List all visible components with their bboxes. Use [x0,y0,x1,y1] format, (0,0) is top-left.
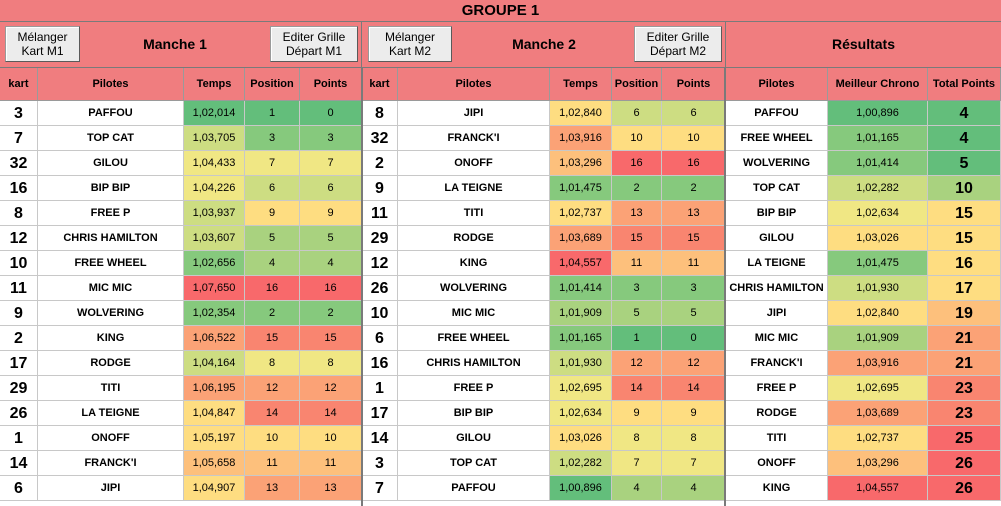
manche1-position-cell[interactable]: 8 [245,351,300,376]
manche1-kart-cell[interactable]: 11 [0,276,38,301]
manche1-temps-cell[interactable]: 1,04,847 [184,401,245,426]
manche1-temps-cell[interactable]: 1,03,607 [184,226,245,251]
manche2-kart-cell[interactable]: 3 [362,451,398,476]
manche2-points-cell[interactable]: 0 [662,326,726,351]
manche2-points-cell[interactable]: 15 [662,226,726,251]
manche1-pilote-cell[interactable]: TITI [38,376,184,401]
section-divider [724,68,726,506]
results-best-cell[interactable]: 1,02,282 [828,176,928,201]
manche2-header-pilote: Pilotes [398,68,550,101]
manche2-kart-cell[interactable]: 9 [362,176,398,201]
results-total-cell[interactable]: 21 [928,326,1001,351]
results-pilote-cell[interactable]: WOLVERING [726,151,828,176]
results-pilote-cell[interactable]: KING [726,476,828,501]
edit-grid-m1-button[interactable]: Editer Grille Départ M1 [270,26,358,62]
results-best-cell[interactable]: 1,03,026 [828,226,928,251]
manche2-points-cell[interactable]: 16 [662,151,726,176]
manche1-kart-cell[interactable]: 16 [0,176,38,201]
manche2-points-cell[interactable]: 9 [662,401,726,426]
manche1-points-cell[interactable]: 4 [300,251,362,276]
results-total-cell[interactable]: 10 [928,176,1001,201]
manche1-pilote-cell[interactable]: MIC MIC [38,276,184,301]
results-total-cell[interactable]: 21 [928,351,1001,376]
manche1-points-cell[interactable]: 11 [300,451,362,476]
manche1-temps-cell[interactable]: 1,05,197 [184,426,245,451]
manche1-pilote-cell[interactable]: FRANCK'I [38,451,184,476]
section-divider [361,68,363,506]
results-total-cell[interactable]: 17 [928,276,1001,301]
manche1-kart-cell[interactable]: 10 [0,251,38,276]
manche1-pilote-cell[interactable]: FREE P [38,201,184,226]
manche1-header-band [0,22,362,68]
results-total-cell[interactable]: 25 [928,426,1001,451]
manche2-position-cell[interactable]: 6 [612,101,662,126]
manche2-kart-cell[interactable]: 29 [362,226,398,251]
results-total-cell[interactable]: 26 [928,476,1001,501]
manche2-header-points: Points [662,68,726,101]
manche1-points-cell[interactable]: 3 [300,126,362,151]
results-header-pilote: Pilotes [726,68,828,101]
manche2-points-cell[interactable]: 12 [662,351,726,376]
manche1-kart-cell[interactable]: 3 [0,101,38,126]
manche1-temps-cell[interactable]: 1,06,522 [184,326,245,351]
results-best-cell[interactable]: 1,02,634 [828,201,928,226]
manche2-temps-cell[interactable]: 1,02,737 [550,201,612,226]
manche2-kart-cell[interactable]: 17 [362,401,398,426]
manche2-pilote-cell[interactable]: MIC MIC [398,301,550,326]
manche2-position-cell[interactable]: 12 [612,351,662,376]
manche2-header-position: Position [612,68,662,101]
manche2-points-cell[interactable]: 11 [662,251,726,276]
manche1-points-cell[interactable]: 5 [300,226,362,251]
manche1-kart-cell[interactable]: 29 [0,376,38,401]
manche2-temps-cell[interactable]: 1,02,695 [550,376,612,401]
manche2-position-cell[interactable]: 10 [612,126,662,151]
manche1-position-cell[interactable]: 12 [245,376,300,401]
results-pilote-cell[interactable]: GILOU [726,226,828,251]
results-best-cell[interactable]: 1,00,896 [828,101,928,126]
manche1-kart-cell[interactable]: 9 [0,301,38,326]
manche2-header-kart: kart [362,68,398,101]
results-total-cell[interactable]: 15 [928,201,1001,226]
manche1-temps-cell[interactable]: 1,02,014 [184,101,245,126]
manche2-position-cell[interactable]: 14 [612,376,662,401]
manche1-pilote-cell[interactable]: ONOFF [38,426,184,451]
manche1-temps-cell[interactable]: 1,06,195 [184,376,245,401]
manche1-title: Manche 1 [143,36,207,52]
manche2-header-temps: Temps [550,68,612,101]
results-header-best: Meilleur Chrono [828,68,928,101]
manche1-position-cell[interactable]: 15 [245,326,300,351]
manche2-pilote-cell[interactable]: LA TEIGNE [398,176,550,201]
manche1-points-cell[interactable]: 15 [300,326,362,351]
manche2-pilote-cell[interactable]: ONOFF [398,151,550,176]
manche1-pilote-cell[interactable]: KING [38,326,184,351]
manche2-kart-cell[interactable]: 32 [362,126,398,151]
manche2-kart-cell[interactable]: 16 [362,351,398,376]
results-best-cell[interactable]: 1,02,737 [828,426,928,451]
manche1-points-cell[interactable]: 7 [300,151,362,176]
manche1-kart-cell[interactable]: 1 [0,426,38,451]
manche2-pilote-cell[interactable]: GILOU [398,426,550,451]
shuffle-kart-m2-button[interactable]: Mélanger Kart M2 [368,26,452,62]
manche2-points-cell[interactable]: 10 [662,126,726,151]
results-pilote-cell[interactable]: TOP CAT [726,176,828,201]
manche2-kart-cell[interactable]: 1 [362,376,398,401]
manche1-temps-cell[interactable]: 1,07,650 [184,276,245,301]
manche1-pilote-cell[interactable]: JIPI [38,476,184,501]
results-best-cell[interactable]: 1,03,689 [828,401,928,426]
manche2-position-cell[interactable]: 15 [612,226,662,251]
manche2-points-cell[interactable]: 8 [662,426,726,451]
manche1-pilote-cell[interactable]: PAFFOU [38,101,184,126]
group-title: GROUPE 1 [0,0,1001,22]
results-total-cell[interactable]: 26 [928,451,1001,476]
manche2-kart-cell[interactable]: 10 [362,301,398,326]
manche1-temps-cell[interactable]: 1,05,658 [184,451,245,476]
manche1-pilote-cell[interactable]: WOLVERING [38,301,184,326]
manche1-position-cell[interactable]: 7 [245,151,300,176]
manche1-pilote-cell[interactable]: TOP CAT [38,126,184,151]
results-best-cell[interactable]: 1,01,930 [828,276,928,301]
manche1-header-kart: kart [0,68,38,101]
manche1-header-position: Position [245,68,300,101]
manche2-pilote-cell[interactable]: FREE P [398,376,550,401]
manche1-kart-cell[interactable]: 17 [0,351,38,376]
results-pilote-cell[interactable]: CHRIS HAMILTON [726,276,828,301]
manche1-points-cell[interactable]: 13 [300,476,362,501]
manche2-temps-cell[interactable]: 1,03,689 [550,226,612,251]
manche1-points-cell[interactable]: 2 [300,301,362,326]
manche2-pilote-cell[interactable]: RODGE [398,226,550,251]
manche1-pilote-cell[interactable]: BIP BIP [38,176,184,201]
manche2-kart-cell[interactable]: 12 [362,251,398,276]
manche1-pilote-cell[interactable]: CHRIS HAMILTON [38,226,184,251]
manche2-temps-cell[interactable]: 1,01,909 [550,301,612,326]
manche1-position-cell[interactable]: 4 [245,251,300,276]
manche1-position-cell[interactable]: 13 [245,476,300,501]
manche1-points-cell[interactable]: 9 [300,201,362,226]
results-pilote-cell[interactable]: BIP BIP [726,201,828,226]
manche2-pilote-cell[interactable]: TITI [398,201,550,226]
manche2-kart-cell[interactable]: 6 [362,326,398,351]
results-pilote-cell[interactable]: FREE WHEEL [726,126,828,151]
manche2-pilote-cell[interactable]: JIPI [398,101,550,126]
manche2-temps-cell[interactable]: 1,01,414 [550,276,612,301]
manche2-temps-cell[interactable]: 1,04,557 [550,251,612,276]
results-best-cell[interactable]: 1,01,475 [828,251,928,276]
manche1-temps-cell[interactable]: 1,04,164 [184,351,245,376]
manche1-kart-cell[interactable]: 12 [0,226,38,251]
results-best-cell[interactable]: 1,01,414 [828,151,928,176]
results-best-cell[interactable]: 1,01,165 [828,126,928,151]
manche2-temps-cell[interactable]: 1,01,930 [550,351,612,376]
manche2-position-cell[interactable]: 2 [612,176,662,201]
manche1-points-cell[interactable]: 6 [300,176,362,201]
manche2-temps-cell[interactable]: 1,02,282 [550,451,612,476]
results-best-cell[interactable]: 1,04,557 [828,476,928,501]
manche1-temps-cell[interactable]: 1,03,937 [184,201,245,226]
results-pilote-cell[interactable]: LA TEIGNE [726,251,828,276]
manche2-points-cell[interactable]: 4 [662,476,726,501]
manche1-kart-cell[interactable]: 14 [0,451,38,476]
manche2-temps-cell[interactable]: 1,03,296 [550,151,612,176]
manche2-temps-cell[interactable]: 1,02,840 [550,101,612,126]
manche1-points-cell[interactable]: 8 [300,351,362,376]
manche2-pilote-cell[interactable]: BIP BIP [398,401,550,426]
results-title: Résultats [831,36,896,52]
manche1-temps-cell[interactable]: 1,04,907 [184,476,245,501]
manche1-points-cell[interactable]: 10 [300,426,362,451]
manche1-pilote-cell[interactable]: RODGE [38,351,184,376]
results-pilote-cell[interactable]: PAFFOU [726,101,828,126]
manche1-kart-cell[interactable]: 7 [0,126,38,151]
results-pilote-cell[interactable]: FRANCK'I [726,351,828,376]
manche1-pilote-cell[interactable]: FREE WHEEL [38,251,184,276]
manche1-kart-cell[interactable]: 26 [0,401,38,426]
manche1-header-points: Points [300,68,362,101]
manche2-kart-cell[interactable]: 26 [362,276,398,301]
manche1-points-cell[interactable]: 0 [300,101,362,126]
manche1-points-cell[interactable]: 12 [300,376,362,401]
results-total-cell[interactable]: 5 [928,151,1001,176]
manche2-temps-cell[interactable]: 1,01,475 [550,176,612,201]
manche2-temps-cell[interactable]: 1,01,165 [550,326,612,351]
results-best-cell[interactable]: 1,01,909 [828,326,928,351]
manche2-position-cell[interactable]: 8 [612,426,662,451]
results-header-total: Total Points [928,68,1001,101]
results-total-cell[interactable]: 16 [928,251,1001,276]
manche1-pilote-cell[interactable]: LA TEIGNE [38,401,184,426]
manche2-kart-cell[interactable]: 7 [362,476,398,501]
manche2-pilote-cell[interactable]: WOLVERING [398,276,550,301]
manche2-points-cell[interactable]: 5 [662,301,726,326]
manche2-points-cell[interactable]: 14 [662,376,726,401]
manche2-position-cell[interactable]: 7 [612,451,662,476]
manche2-position-cell[interactable]: 5 [612,301,662,326]
results-total-cell[interactable]: 4 [928,101,1001,126]
manche1-header-pilote: Pilotes [38,68,184,101]
results-total-cell[interactable]: 23 [928,401,1001,426]
manche1-position-cell[interactable]: 9 [245,201,300,226]
manche1-pilote-cell[interactable]: GILOU [38,151,184,176]
manche1-position-cell[interactable]: 1 [245,101,300,126]
manche2-header-band [362,22,726,68]
manche2-pilote-cell[interactable]: TOP CAT [398,451,550,476]
manche1-kart-cell[interactable]: 2 [0,326,38,351]
manche2-temps-cell[interactable]: 1,00,896 [550,476,612,501]
manche2-points-cell[interactable]: 6 [662,101,726,126]
manche1-kart-cell[interactable]: 32 [0,151,38,176]
results-pilote-cell[interactable]: MIC MIC [726,326,828,351]
manche1-header-temps: Temps [184,68,245,101]
manche2-temps-cell[interactable]: 1,02,634 [550,401,612,426]
results-best-cell[interactable]: 1,02,695 [828,376,928,401]
manche2-points-cell[interactable]: 3 [662,276,726,301]
manche2-temps-cell[interactable]: 1,03,916 [550,126,612,151]
results-pilote-cell[interactable]: TITI [726,426,828,451]
manche1-position-cell[interactable]: 10 [245,426,300,451]
manche1-position-cell[interactable]: 11 [245,451,300,476]
manche2-position-cell[interactable]: 16 [612,151,662,176]
manche1-position-cell[interactable]: 16 [245,276,300,301]
manche2-points-cell[interactable]: 2 [662,176,726,201]
manche1-temps-cell[interactable]: 1,03,705 [184,126,245,151]
manche1-temps-cell[interactable]: 1,04,433 [184,151,245,176]
manche2-title: Manche 2 [512,36,576,52]
results-total-cell[interactable]: 4 [928,126,1001,151]
results-header-band [726,22,1001,68]
manche1-points-cell[interactable]: 16 [300,276,362,301]
manche2-kart-cell[interactable]: 14 [362,426,398,451]
manche1-kart-cell[interactable]: 6 [0,476,38,501]
manche1-position-cell[interactable]: 2 [245,301,300,326]
shuffle-kart-m1-button[interactable]: Mélanger Kart M1 [5,26,80,62]
results-total-cell[interactable]: 19 [928,301,1001,326]
results-pilote-cell[interactable]: JIPI [726,301,828,326]
manche1-temps-cell[interactable]: 1,02,656 [184,251,245,276]
manche1-temps-cell[interactable]: 1,04,226 [184,176,245,201]
results-pilote-cell[interactable]: RODGE [726,401,828,426]
manche1-kart-cell[interactable]: 8 [0,201,38,226]
manche2-pilote-cell[interactable]: PAFFOU [398,476,550,501]
manche2-pilote-cell[interactable]: FREE WHEEL [398,326,550,351]
manche2-position-cell[interactable]: 1 [612,326,662,351]
manche2-pilote-cell[interactable]: FRANCK'I [398,126,550,151]
results-total-cell[interactable]: 23 [928,376,1001,401]
manche2-position-cell[interactable]: 13 [612,201,662,226]
results-best-cell[interactable]: 1,03,916 [828,351,928,376]
manche2-position-cell[interactable]: 4 [612,476,662,501]
manche2-temps-cell[interactable]: 1,03,026 [550,426,612,451]
results-pilote-cell[interactable]: FREE P [726,376,828,401]
manche1-points-cell[interactable]: 14 [300,401,362,426]
manche2-kart-cell[interactable]: 2 [362,151,398,176]
results-total-cell[interactable]: 15 [928,226,1001,251]
manche1-position-cell[interactable]: 6 [245,176,300,201]
manche2-kart-cell[interactable]: 8 [362,101,398,126]
manche1-position-cell[interactable]: 14 [245,401,300,426]
manche2-position-cell[interactable]: 11 [612,251,662,276]
manche1-temps-cell[interactable]: 1,02,354 [184,301,245,326]
manche2-position-cell[interactable]: 3 [612,276,662,301]
manche2-points-cell[interactable]: 13 [662,201,726,226]
results-best-cell[interactable]: 1,02,840 [828,301,928,326]
manche2-position-cell[interactable]: 9 [612,401,662,426]
manche2-points-cell[interactable]: 7 [662,451,726,476]
results-pilote-cell[interactable]: ONOFF [726,451,828,476]
manche2-kart-cell[interactable]: 11 [362,201,398,226]
edit-grid-m2-button[interactable]: Editer Grille Départ M2 [634,26,722,62]
manche1-position-cell[interactable]: 5 [245,226,300,251]
results-best-cell[interactable]: 1,03,296 [828,451,928,476]
manche2-pilote-cell[interactable]: CHRIS HAMILTON [398,351,550,376]
manche1-position-cell[interactable]: 3 [245,126,300,151]
manche2-pilote-cell[interactable]: KING [398,251,550,276]
